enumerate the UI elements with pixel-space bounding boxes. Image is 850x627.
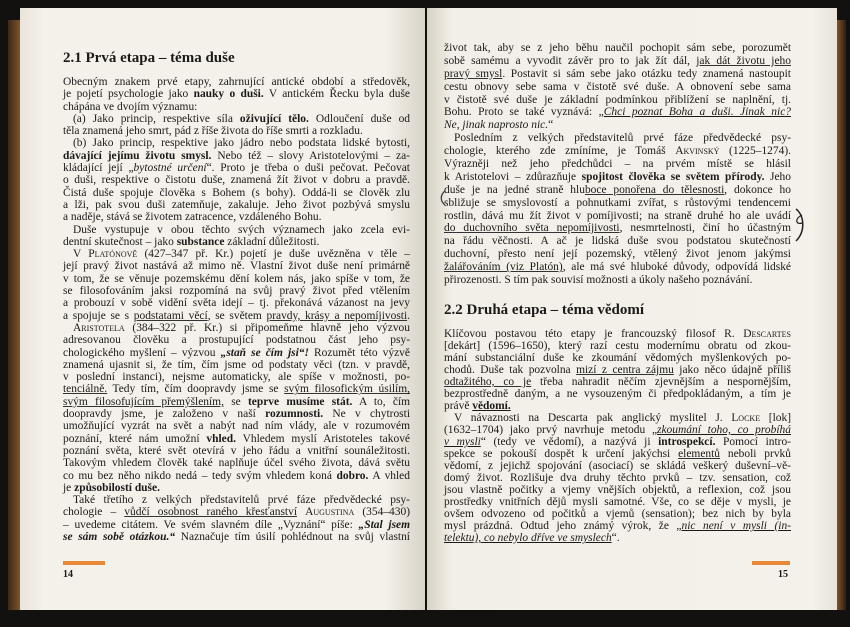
- text-segment: její pravý život nastává až mimo ně. Vlastní život duše není primárně: [63, 260, 410, 273]
- text-segment: cestu obnovy sebe sama v čistotě své duše. A obnovení sebe sama: [444, 80, 791, 93]
- text-segment-b: introspekcí.: [658, 436, 716, 448]
- text-segment: “.: [611, 532, 620, 544]
- text-segment: . Postavit si sám sebe jako otázku tedy znamená nastoupit: [502, 67, 791, 80]
- text-segment: dentní skutečnost – jako: [63, 235, 177, 248]
- text-line: [444, 376, 791, 388]
- text-segment-b: oživující tělo.: [239, 112, 309, 125]
- text-line: [444, 222, 791, 235]
- text-line: [63, 260, 410, 272]
- text-segment-u: mizí z centra zájmu: [576, 364, 674, 376]
- text-segment: Odloučení duše od: [308, 112, 411, 125]
- text-segment-u: jak dát životu jeho: [696, 54, 791, 67]
- text-segment-bi: „staň se čím jsi“!: [220, 346, 309, 359]
- text-line: [444, 412, 791, 424]
- text-segment-u: boce ponořena do tělesnosti: [584, 183, 725, 196]
- text-segment: o duši, respektive o čistotu duše, znamená žít život v dobru a pravdě.: [63, 174, 410, 187]
- text-segment-iu: Chci poznat Boha a duši. Jinak nic?: [603, 106, 791, 119]
- text-segment: adresovanou člověku a prostupující podstatnou část jeho psy-: [63, 334, 410, 347]
- section-heading-2-1: 2.1 Prvá etapa – téma duše: [63, 50, 235, 66]
- text-line: [63, 297, 410, 309]
- text-segment-iu: telektu), co nebylo dříve ve smyslech: [444, 532, 612, 544]
- text-segment: “ (tedy ve vědomí), a nazývá ji: [480, 436, 659, 448]
- text-segment-u: žalářováním (viz Platón): [444, 261, 563, 274]
- text-line: [63, 113, 410, 125]
- text-segment-u: pravdy, krásy a nepomíjivosti: [266, 309, 408, 322]
- text-segment: v tom, že se věnuje pozemskému dění kolem nás, jako spíše v tom, že: [63, 272, 410, 285]
- text-line: [444, 197, 791, 210]
- text-segment-b: dávající jejímu životu smysl.: [63, 149, 212, 162]
- text-segment: Ne v chytrosti: [323, 408, 410, 421]
- text-segment-iu: zkoumání toho, co probíhá: [657, 424, 791, 436]
- text-segment-sc: Augustina: [305, 506, 355, 519]
- text-line: [63, 273, 410, 285]
- page-number-accent-left: [63, 561, 105, 565]
- handwritten-margin-mark-icon: [790, 205, 812, 245]
- text-line: [444, 436, 791, 448]
- text-segment: bezprostředně daným, a ne vysouzeným či předpokládaným, a tím je: [444, 388, 791, 400]
- text-segment: (a) Jako princip, respektive síla: [73, 112, 240, 125]
- text-segment: sobě samému a vyvodit závěr pro to jak žít dál,: [444, 54, 697, 67]
- page-number-left: 14: [63, 569, 73, 580]
- text-line: [63, 310, 410, 322]
- text-segment-u: svým filosofujícím přemýšlením,: [63, 395, 224, 408]
- text-segment: [297, 506, 305, 518]
- text-line: [444, 274, 791, 287]
- text-segment-u: elementů: [678, 448, 721, 460]
- text-line: [63, 76, 410, 88]
- text-line: [444, 340, 791, 352]
- text-segment: a spojuje se s: [63, 309, 134, 322]
- text-segment: Obecným znakem prvé etapy, zahrnující antické období a středověk,: [63, 76, 410, 88]
- text-line: [63, 359, 410, 371]
- text-segment: “: [548, 119, 554, 132]
- text-segment: sbližuje se smyslovostí a pohnutkami zvířat, s růstovými tendencemi: [444, 196, 791, 209]
- text-segment-u: do duchovního světa nepomíjivosti: [444, 222, 620, 235]
- page-number-accent-right: [752, 561, 790, 565]
- text-line: [63, 482, 410, 494]
- text-line: [63, 334, 410, 346]
- text-segment: k Aristotelovi – zdůrazňuje: [444, 170, 582, 183]
- text-segment: Čistá duše spojuje člověka s Bohem (s bohy). Oddá-li se člověk zlu: [63, 186, 410, 199]
- text-segment: A vhled: [368, 469, 410, 482]
- text-line: [63, 150, 410, 162]
- text-segment: Duše vystupuje v obou těchto svých významech jako zcela evi-: [73, 223, 410, 236]
- text-segment: Rozumět této výzvě: [308, 346, 410, 359]
- text-line: [63, 347, 410, 359]
- text-segment-u: podstatami věcí: [133, 309, 208, 322]
- text-line: [444, 132, 791, 145]
- text-segment: Výrazněji než jeho předchůdci – na prvém místě se hlásil: [444, 158, 791, 171]
- text-line: [63, 248, 410, 260]
- text-segment: (1225–1274).: [719, 145, 792, 158]
- text-segment: těla znamená jeho smrt, pád z říše života do říše smrti a rozkladu.: [63, 125, 363, 138]
- text-line: [444, 472, 791, 484]
- text-segment: rostlin, dává mu žít život v pomíjivosti; na straně druhé ho ale uvádí: [444, 209, 791, 222]
- text-segment: třeba nahradit něčím zjevnějším a nespornějším,: [531, 376, 791, 388]
- text-segment: a lži, pak svou duši zatemňuje, zakaluje. Jeho život pozbývá smyslu: [63, 198, 410, 211]
- text-segment: základní důležitosti.: [224, 235, 320, 248]
- text-segment-u: pravý smysl: [444, 67, 503, 80]
- text-line: [63, 519, 410, 531]
- text-segment: poznání světa, které svět otevírá v jeho řádu a vnitřní sounáležitosti.: [63, 444, 410, 457]
- text-segment: Klíčovou postavou této etapy je francouzský filosof R.: [444, 328, 744, 340]
- text-line: [63, 137, 410, 149]
- text-line: [63, 224, 410, 236]
- text-line: [444, 145, 791, 158]
- text-segment: chologie –: [63, 506, 125, 519]
- text-segment: Jeho: [764, 170, 791, 183]
- text-segment: (354–430): [354, 506, 411, 519]
- text-segment-b: nauky o duši.: [193, 88, 264, 101]
- text-line: [444, 210, 791, 223]
- text-segment-sc: Descartes: [743, 328, 791, 340]
- text-segment-b: spojitost člověka se světem přírody.: [581, 170, 765, 183]
- text-segment: v poslední instanci), nejsme automaticky, ale spíše v možnosti, po-: [63, 371, 410, 384]
- text-line: [444, 235, 791, 248]
- text-segment: znamená ujasnit si, že tím, čím jsme od podstaty věci (tzn. v pravdě,: [63, 358, 410, 371]
- left-page-text: [63, 76, 410, 543]
- text-segment: spekce se pokouší dospět k určení jakýchsi: [444, 448, 679, 460]
- text-segment-sc: Akvinský: [675, 145, 720, 158]
- text-segment: V antickém Řecku byla duše: [263, 88, 410, 101]
- text-segment: přirozenosti. S tím pak souvisí možnosti a úkoly našeho poznávání.: [444, 274, 753, 287]
- text-line: [444, 248, 791, 261]
- text-line: [63, 433, 410, 445]
- text-segment-i: Ne, jinak naprosto nic.: [444, 119, 549, 132]
- text-segment: – uvedeme citátem. Ve svém slavném díle „Vyznání“ píše:: [63, 518, 359, 531]
- text-segment: Posledním z velkých představitelů prvé fáze předvědecké psy-: [454, 132, 791, 145]
- text-line: [63, 445, 410, 457]
- text-segment: vědomí, z jejichž spojování (asociací) se skládá veškerý duševní–vě-: [444, 460, 791, 472]
- text-segment: , dokonce ho: [724, 183, 791, 196]
- text-segment: doopravdy jsme, je založeno v naší: [63, 408, 266, 421]
- text-line: [444, 119, 791, 132]
- text-line: [63, 470, 410, 482]
- text-line: [63, 494, 410, 506]
- text-segment: v čistotě své duše je základní podmínkou přiblížení se naplnění, tj.: [444, 93, 791, 106]
- text-segment: “. Proto je třeba o duši pečovat. Pečovat: [206, 162, 410, 175]
- text-line: [444, 520, 791, 532]
- text-line: [444, 400, 791, 412]
- text-line: [444, 106, 791, 119]
- text-segment: mání substanciální duše ke zkoumání vědomých myšlenkových po-: [444, 352, 791, 364]
- text-segment-b: rozumnosti.: [265, 408, 324, 421]
- text-line: [63, 187, 410, 199]
- text-line: [63, 420, 410, 432]
- text-segment: Nebo též – slovy Aristotelovými – za-: [211, 149, 410, 162]
- text-segment: domý život. Rozlišuje dva druhy těchto prvků – tzv. sensation, což: [444, 472, 791, 484]
- text-segment-b: vhled.: [206, 432, 236, 445]
- text-segment-u: odtažitého, co je: [444, 376, 532, 388]
- text-line: [63, 371, 410, 383]
- right-page-text-top: [444, 42, 791, 287]
- text-segment: (b) Jako princip, respektive jako jádro nebo podstata lidské bytosti,: [73, 137, 410, 150]
- text-segment: jsou vlastně počitky a vjemy vnějších objektů, a reflexion, což jsou: [444, 484, 791, 496]
- text-segment: Pomocí intro-: [715, 436, 791, 448]
- text-segment: Tedy tím, čím doopravdy jsme se: [107, 383, 285, 396]
- text-segment-sc: Platónově: [88, 248, 138, 261]
- text-segment: (384–322 př. Kr.) si připomeňme hlavně jeho výzvou: [124, 321, 410, 334]
- text-segment-iu: nic není v mysli (in-: [681, 520, 792, 532]
- handwritten-bracket-icon: [438, 190, 448, 206]
- text-line: [444, 448, 791, 460]
- text-segment: umožňující vyzrát na svět a nabýt nad ním vlády, ale v rozumovém: [63, 420, 410, 433]
- text-line: [444, 352, 791, 364]
- text-segment: život tak, aby se z jeho běhu naučil pochopit sám sebe, porozumět: [444, 42, 791, 54]
- text-segment-b: dobro.: [336, 469, 369, 482]
- text-line: [444, 388, 791, 400]
- text-segment: Bohu. Proto se také vyznává: „: [444, 106, 604, 119]
- text-line: [63, 322, 410, 334]
- text-segment: A to, čím: [352, 395, 411, 408]
- text-line: [63, 457, 410, 469]
- text-line: [444, 508, 791, 520]
- text-segment: je: [63, 481, 75, 494]
- text-segment: [dekárt] (1596–1650), který razí cestu modernímu obratu od zkou-: [444, 340, 791, 352]
- text-segment: [lok]: [760, 412, 791, 424]
- text-segment: právě: [444, 400, 473, 412]
- text-line: [444, 460, 791, 472]
- text-segment-bi: se sám sobě otázkou.“: [63, 530, 176, 543]
- text-segment: , se světem: [207, 309, 267, 322]
- text-line: [444, 484, 791, 496]
- text-segment-sc: Aristotela: [73, 321, 125, 334]
- text-segment: V: [73, 248, 89, 261]
- text-line: [63, 125, 410, 137]
- text-segment: a naděje, stává se životem zatracence, vzdáleného Bohu.: [63, 211, 322, 224]
- text-segment-bu: vědomí.: [472, 400, 511, 412]
- text-line: [444, 42, 791, 55]
- text-line: [63, 383, 410, 395]
- text-segment: prostředky vnitřních dějů mysli samotné. Vše, co se děje v mysli, je: [444, 496, 791, 508]
- text-segment-bi: „Stal jsem: [358, 518, 410, 531]
- text-segment: na řádu věčnosti. A ač je lidská duše svou podstatou skutečností: [444, 235, 791, 248]
- text-line: [63, 199, 410, 211]
- text-segment-b: způsobilostí duše.: [74, 481, 160, 494]
- text-segment: je pojetí psychologie jako: [63, 88, 194, 101]
- text-segment: mysl prázdná. Odtud jeho známý výrok, že „: [444, 520, 682, 532]
- text-segment: .: [407, 309, 410, 322]
- text-segment-u: vůdčí osobnost raného křesťanství: [124, 506, 298, 519]
- text-line: [63, 506, 410, 518]
- text-segment-b: teprve musíme stát.: [247, 395, 353, 408]
- text-segment-u: tenciálně.: [63, 383, 108, 396]
- text-line: [444, 158, 791, 171]
- text-line: [63, 174, 410, 186]
- text-line: [444, 261, 791, 274]
- text-segment: (1632–1704) jako prvý navrhuje metodu „: [444, 424, 658, 436]
- text-line: [444, 81, 791, 94]
- text-line: [444, 424, 791, 436]
- text-line: [444, 364, 791, 376]
- text-segment: duše je na jedné straně hlu: [444, 183, 585, 196]
- section-heading-2-2: 2.2 Druhá etapa – téma vědomí: [444, 302, 644, 318]
- text-segment: (427–347 př. Kr.) pojetí je duše uvězněna v těle –: [137, 248, 410, 261]
- text-segment-b: substance: [176, 235, 225, 248]
- text-segment: duchovní, přesto není její pozemský, vtělený život jenom jakýmsi: [444, 248, 791, 261]
- text-segment-sc: Locke: [731, 412, 761, 424]
- text-segment: Takovým vhledem člověk také naplňuje účel svého života, dává světu: [63, 457, 410, 470]
- text-segment: chápána ve dvojím významu:: [63, 100, 198, 113]
- text-segment: co mu bez něho nikdo nedá – tedy svým vhledem koná: [63, 469, 337, 482]
- text-line: [444, 55, 791, 68]
- text-segment-i: bytostné určení: [133, 162, 207, 175]
- text-line: [63, 396, 410, 408]
- text-line: [63, 162, 410, 174]
- text-segment: poznání, které nám umožní: [63, 432, 207, 445]
- text-line: [444, 184, 791, 197]
- page-number-right: 15: [778, 569, 788, 580]
- text-line: [63, 531, 410, 543]
- right-page-text-bottom: [444, 328, 791, 544]
- text-segment-iu: v mysli: [444, 436, 481, 448]
- text-line: [63, 285, 410, 297]
- text-line: [63, 88, 410, 100]
- text-segment: , ale má své hluboké důvody, odpovídá lidské: [562, 261, 791, 274]
- text-segment: Vhledem myslí Aristoteles takové: [235, 432, 410, 445]
- text-segment: Také třetího z velkých představitelů prvé fáze předvědecké psy-: [73, 494, 410, 507]
- text-segment: se: [223, 395, 248, 408]
- text-segment: a probouzí v sobě vidění světa idejí – tj. překonává vázanost na jevy: [63, 297, 410, 310]
- text-line: [63, 211, 410, 223]
- text-line: [444, 94, 791, 107]
- text-segment: jako něco údajně příliš: [673, 364, 792, 376]
- text-segment: chodů. Duše tak pozvolna: [444, 364, 577, 376]
- text-segment: kládající její „: [63, 162, 134, 175]
- text-segment-u: svým filosofickým úsilím,: [284, 383, 410, 396]
- text-segment: Naznačuje tím úsilí pohlédnout na svůj vlastní: [175, 530, 410, 543]
- text-line: [444, 496, 791, 508]
- text-segment: chologického myšlení – výzvou: [63, 346, 221, 359]
- text-line: [444, 328, 791, 340]
- text-segment: ovšem odvozeno od počitků a vjemů (sensation); bez nich by byla: [444, 508, 791, 520]
- text-segment: neboli prvků: [720, 448, 791, 460]
- text-line: [444, 532, 791, 544]
- text-line: [444, 171, 791, 184]
- text-line: [63, 408, 410, 420]
- text-line: [63, 236, 410, 248]
- text-line: [444, 68, 791, 81]
- text-segment: V návaznosti na Descarta pak anglický myslitel J.: [454, 412, 732, 424]
- text-segment: chologie, kterého zde zmíníme, je Tomáš: [444, 145, 676, 158]
- text-line: [63, 101, 410, 113]
- text-segment: , nesmrtelnosti, činí ho účastným: [619, 222, 791, 235]
- text-segment: se filosofováním jaksi rozpomíná na svůj pravý život před vtělením: [63, 285, 410, 298]
